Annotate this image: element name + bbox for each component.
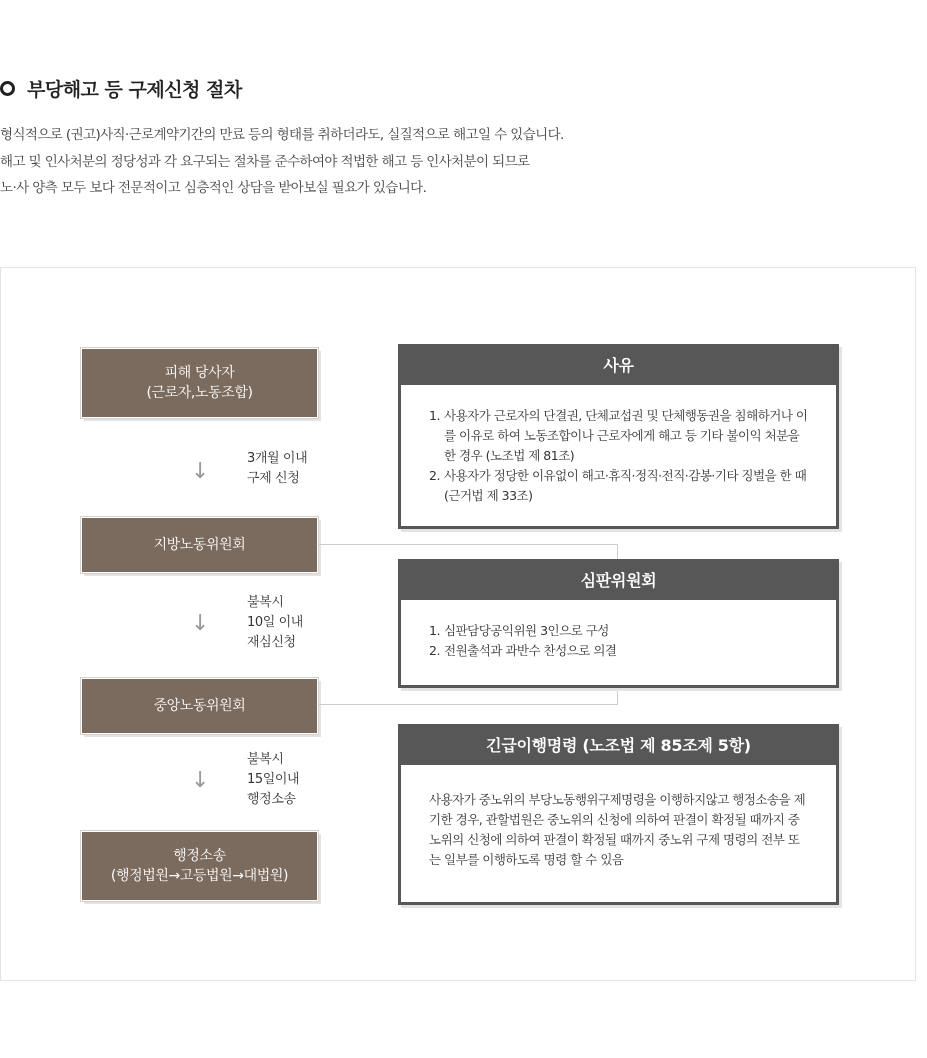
arrow-down-icon: ↓: [191, 611, 210, 636]
section-heading: [0, 73, 242, 103]
circle-bullet-icon: [0, 81, 15, 96]
step-sublabel: (근로자,노동조합): [146, 385, 253, 401]
step-victim: [81, 348, 318, 418]
intro-line: 형식적으로 (권고)사직·근로계약기간의 만료 등의 형태를 취하더라도, 실질적으로 해고일 수 있습니다.: [0, 127, 564, 143]
step-regional-commission: [81, 517, 318, 573]
transition-note: 불복시 15일이내 행정소송: [247, 752, 300, 807]
reason-body: [401, 385, 836, 506]
reason-title: 사유: [401, 347, 836, 385]
connector-line: [319, 704, 618, 705]
step-central-commission: [81, 678, 318, 734]
connector-line: [319, 544, 618, 545]
committee-title: 심판위원회: [401, 562, 836, 600]
list-item: 2. 사용자가 정당한 이유없이 해고·휴직·정직·전직·감봉·기타 징벌을 한 때 (근거법 제 33조): [429, 468, 807, 503]
committee-body: [401, 600, 836, 661]
intro-line: 노·사 양측 모두 보다 전문적이고 심층적인 상담을 받아보실 필요가 있습니다.: [0, 180, 427, 196]
urgent-order-box: [398, 724, 839, 905]
urgent-order-body: [401, 765, 836, 870]
list-item: 2. 전원출석과 과반수 찬성으로 의결: [429, 643, 617, 658]
page-title: 부당해고 등 구제신청 절차: [27, 78, 242, 101]
transition-note: 3개월 이내 구제 신청: [247, 451, 308, 486]
step-administrative-litigation: [81, 831, 318, 901]
step-label: 중앙노동위원회: [153, 698, 246, 714]
reason-box: [398, 344, 839, 529]
urgent-order-title: 긴급이행명령 (노조법 제 85조제 5항): [401, 727, 836, 765]
arrow-down-icon: ↓: [191, 768, 210, 793]
connector-line: [617, 544, 618, 560]
step-label: 행정소송: [173, 848, 226, 864]
intro-line: 해고 및 인사처분의 정당성과 각 요구되는 절차를 준수하여야 적법한 해고 등 인사처분이 되므로: [0, 153, 530, 170]
step-sublabel: (행정법원→고등법원→대법원): [110, 868, 289, 884]
connector-line: [617, 686, 618, 705]
transition-note: 불복시 10일 이내 재심신청: [247, 595, 303, 650]
step-label: 피해 당사자: [164, 365, 235, 381]
list-item: 1. 심판담당공익위원 3인으로 구성: [429, 623, 609, 638]
intro-text: [0, 122, 920, 202]
committee-box: [398, 559, 839, 688]
step-label: 지방노동위원회: [153, 537, 246, 553]
procedure-diagram: [0, 267, 916, 981]
arrow-down-icon: ↓: [191, 459, 210, 484]
urgent-order-text: 사용자가 중노위의 부당노동행위구제명령을 이행하지않고 행정소송을 제기한 경우, 관할법원은 중노위의 신청에 의하여 판결이 확정될 때까지 중노위의 신청에 의하여 판결이 확정될 때까지 중노위 구제 명령의 전부 또는 일부를 이행하도록 명령 할 수 있음: [429, 792, 806, 867]
list-item: 1. 사용자가 근로자의 단결권, 단체교섭권 및 단체행동권을 침해하거나 이를 이유로 하여 노동조합이나 근로자에게 해고 등 기타 불이익 처분을 한 경우 (노조법 제 81조): [429, 408, 808, 463]
